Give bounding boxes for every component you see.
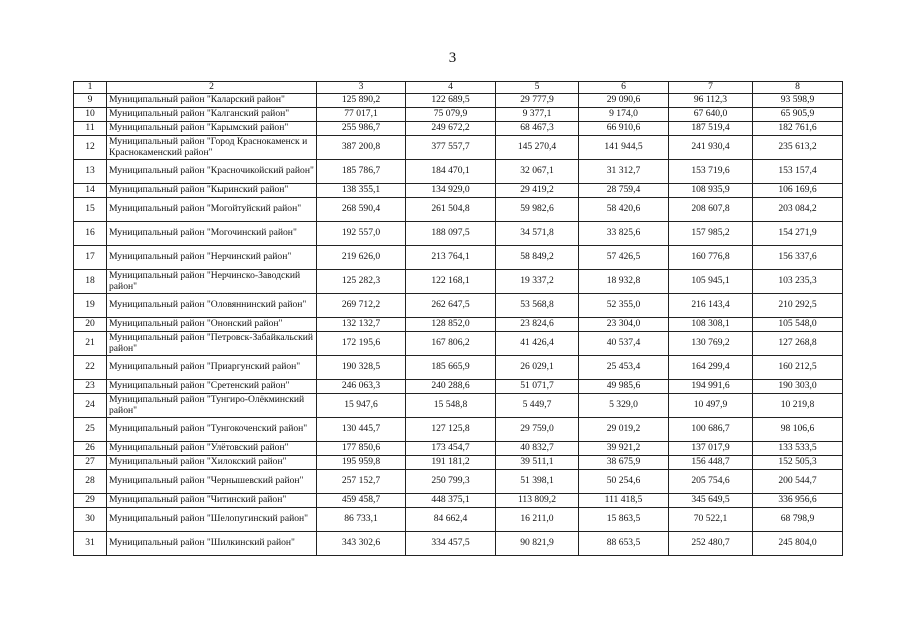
value-cell: 5 329,0 [579,394,669,418]
value-cell: 194 991,6 [669,380,753,394]
table-row [74,108,843,122]
value-cell: 66 910,6 [579,122,669,136]
table-body [74,94,843,556]
column-header: 8 [753,82,843,94]
municipality-name: Муниципальный район "Сретенский район" [107,380,317,394]
value-cell: 5 449,7 [496,394,579,418]
table-row [74,532,843,556]
value-cell: 154 271,9 [753,222,843,246]
value-cell: 67 640,0 [669,108,753,122]
value-cell: 40 537,4 [579,332,669,356]
value-cell: 153 157,4 [753,160,843,184]
value-cell: 33 825,6 [579,222,669,246]
value-cell: 19 337,2 [496,270,579,294]
row-number: 31 [74,532,107,556]
column-header: 2 [107,82,317,94]
value-cell: 10 219,8 [753,394,843,418]
value-cell: 28 759,4 [579,184,669,198]
value-cell: 133 533,5 [753,442,843,456]
row-number: 16 [74,222,107,246]
table-row [74,494,843,508]
value-cell: 246 063,3 [317,380,406,394]
column-header: 7 [669,82,753,94]
value-cell: 70 522,1 [669,508,753,532]
value-cell: 88 653,5 [579,532,669,556]
value-cell: 448 375,1 [406,494,496,508]
value-cell: 160 212,5 [753,356,843,380]
municipality-name: Муниципальный район "Кыринский район" [107,184,317,198]
value-cell: 93 598,9 [753,94,843,108]
value-cell: 177 850,6 [317,442,406,456]
value-cell: 134 929,0 [406,184,496,198]
value-cell: 26 029,1 [496,356,579,380]
value-cell: 15 863,5 [579,508,669,532]
value-cell: 127 268,8 [753,332,843,356]
municipality-name: Муниципальный район "Чернышевский район" [107,470,317,494]
value-cell: 9 174,0 [579,108,669,122]
table-row [74,270,843,294]
value-cell: 90 821,9 [496,532,579,556]
value-cell: 103 235,3 [753,270,843,294]
value-cell: 50 254,6 [579,470,669,494]
page-number: 3 [448,50,457,66]
value-cell: 235 613,2 [753,136,843,160]
row-number: 17 [74,246,107,270]
table-row [74,442,843,456]
value-cell: 377 557,7 [406,136,496,160]
table-row [74,318,843,332]
table-row [74,356,843,380]
value-cell: 49 985,6 [579,380,669,394]
value-cell: 65 905,9 [753,108,843,122]
table-row [74,470,843,494]
value-cell: 51 398,1 [496,470,579,494]
value-cell: 18 932,8 [579,270,669,294]
value-cell: 125 282,3 [317,270,406,294]
table-row [74,394,843,418]
table-row [74,136,843,160]
value-cell: 23 824,6 [496,318,579,332]
value-cell: 208 607,8 [669,198,753,222]
row-number: 27 [74,456,107,470]
value-cell: 145 270,4 [496,136,579,160]
table-row [74,508,843,532]
value-cell: 191 181,2 [406,456,496,470]
value-cell: 459 458,7 [317,494,406,508]
value-cell: 84 662,4 [406,508,496,532]
table-row [74,294,843,318]
value-cell: 190 328,5 [317,356,406,380]
value-cell: 40 832,7 [496,442,579,456]
value-cell: 29 019,2 [579,418,669,442]
value-cell: 261 504,8 [406,198,496,222]
row-number: 18 [74,270,107,294]
value-cell: 192 557,0 [317,222,406,246]
table-row [74,332,843,356]
value-cell: 75 079,9 [406,108,496,122]
budget-table [73,81,843,556]
value-cell: 57 426,5 [579,246,669,270]
row-number: 21 [74,332,107,356]
table-row [74,380,843,394]
table-row [74,246,843,270]
value-cell: 240 288,6 [406,380,496,394]
value-cell: 39 511,1 [496,456,579,470]
value-cell: 187 519,4 [669,122,753,136]
column-header: 6 [579,82,669,94]
value-cell: 132 132,7 [317,318,406,332]
value-cell: 58 420,6 [579,198,669,222]
municipality-name: Муниципальный район "Ононский район" [107,318,317,332]
value-cell: 268 590,4 [317,198,406,222]
value-cell: 255 986,7 [317,122,406,136]
value-cell: 141 944,5 [579,136,669,160]
value-cell: 336 956,6 [753,494,843,508]
row-number: 15 [74,198,107,222]
value-cell: 213 764,1 [406,246,496,270]
value-cell: 153 719,6 [669,160,753,184]
value-cell: 262 647,5 [406,294,496,318]
value-cell: 138 355,1 [317,184,406,198]
value-cell: 39 921,2 [579,442,669,456]
value-cell: 77 017,1 [317,108,406,122]
value-cell: 29 419,2 [496,184,579,198]
value-cell: 41 426,4 [496,332,579,356]
column-header: 4 [406,82,496,94]
value-cell: 164 299,4 [669,356,753,380]
value-cell: 205 754,6 [669,470,753,494]
row-number: 29 [74,494,107,508]
table-row [74,160,843,184]
value-cell: 32 067,1 [496,160,579,184]
table-row [74,456,843,470]
value-cell: 167 806,2 [406,332,496,356]
value-cell: 185 786,7 [317,160,406,184]
value-cell: 334 457,5 [406,532,496,556]
value-cell: 269 712,2 [317,294,406,318]
value-cell: 252 480,7 [669,532,753,556]
value-cell: 9 377,1 [496,108,579,122]
row-number: 14 [74,184,107,198]
value-cell: 98 106,6 [753,418,843,442]
value-cell: 59 982,6 [496,198,579,222]
column-header: 5 [496,82,579,94]
row-number: 20 [74,318,107,332]
value-cell: 31 312,7 [579,160,669,184]
value-cell: 182 761,6 [753,122,843,136]
value-cell: 10 497,9 [669,394,753,418]
value-cell: 58 849,2 [496,246,579,270]
table-row [74,222,843,246]
municipality-name: Муниципальный район "Нерчинско-Заводский район" [107,270,317,294]
value-cell: 16 211,0 [496,508,579,532]
value-cell: 245 804,0 [753,532,843,556]
municipality-name: Муниципальный район "Тунгиро-Олёкминский район" [107,394,317,418]
value-cell: 210 292,5 [753,294,843,318]
value-cell: 203 084,2 [753,198,843,222]
value-cell: 185 665,9 [406,356,496,380]
value-cell: 15 947,6 [317,394,406,418]
value-cell: 113 809,2 [496,494,579,508]
value-cell: 157 985,2 [669,222,753,246]
value-cell: 122 168,1 [406,270,496,294]
row-number: 12 [74,136,107,160]
row-number: 24 [74,394,107,418]
value-cell: 184 470,1 [406,160,496,184]
value-cell: 128 852,0 [406,318,496,332]
municipality-name: Муниципальный район "Калганский район" [107,108,317,122]
table-row [74,198,843,222]
municipality-name: Муниципальный район "Могочинский район" [107,222,317,246]
row-number: 23 [74,380,107,394]
municipality-name: Муниципальный район "Шилкинский район" [107,532,317,556]
column-header: 3 [317,82,406,94]
value-cell: 173 454,7 [406,442,496,456]
municipality-name: Муниципальный район "Каларский район" [107,94,317,108]
value-cell: 343 302,6 [317,532,406,556]
value-cell: 68 467,3 [496,122,579,136]
table-row [74,122,843,136]
municipality-name: Муниципальный район "Петровск-Забайкальский район" [107,332,317,356]
value-cell: 38 675,9 [579,456,669,470]
value-cell: 188 097,5 [406,222,496,246]
table-row [74,184,843,198]
row-number: 25 [74,418,107,442]
value-cell: 219 626,0 [317,246,406,270]
row-number: 26 [74,442,107,456]
value-cell: 29 090,6 [579,94,669,108]
value-cell: 190 303,0 [753,380,843,394]
row-number: 11 [74,122,107,136]
table-row [74,94,843,108]
value-cell: 152 505,3 [753,456,843,470]
row-number: 19 [74,294,107,318]
value-cell: 200 544,7 [753,470,843,494]
municipality-name: Муниципальный район "Тунгокоченский район" [107,418,317,442]
column-header: 1 [74,82,107,94]
municipality-name: Муниципальный район "Город Краснокаменск и Краснокаменский район" [107,136,317,160]
municipality-name: Муниципальный район "Нерчинский район" [107,246,317,270]
value-cell: 125 890,2 [317,94,406,108]
value-cell: 29 759,0 [496,418,579,442]
value-cell: 130 769,2 [669,332,753,356]
row-number: 30 [74,508,107,532]
value-cell: 25 453,4 [579,356,669,380]
municipality-name: Муниципальный район "Шелопугинский район" [107,508,317,532]
value-cell: 105 945,1 [669,270,753,294]
value-cell: 250 799,3 [406,470,496,494]
value-cell: 216 143,4 [669,294,753,318]
municipality-name: Муниципальный район "Красночикойский район" [107,160,317,184]
value-cell: 106 169,6 [753,184,843,198]
value-cell: 156 448,7 [669,456,753,470]
value-cell: 15 548,8 [406,394,496,418]
municipality-name: Муниципальный район "Оловяннинский район" [107,294,317,318]
value-cell: 257 152,7 [317,470,406,494]
value-cell: 195 959,8 [317,456,406,470]
value-cell: 86 733,1 [317,508,406,532]
value-cell: 23 304,0 [579,318,669,332]
value-cell: 249 672,2 [406,122,496,136]
municipality-name: Муниципальный район "Приаргунский район" [107,356,317,380]
value-cell: 108 935,9 [669,184,753,198]
row-number: 13 [74,160,107,184]
row-number: 22 [74,356,107,380]
value-cell: 241 930,4 [669,136,753,160]
municipality-name: Муниципальный район "Хилокский район" [107,456,317,470]
value-cell: 53 568,8 [496,294,579,318]
value-cell: 68 798,9 [753,508,843,532]
value-cell: 29 777,9 [496,94,579,108]
municipality-name: Муниципальный район "Карымский район" [107,122,317,136]
value-cell: 111 418,5 [579,494,669,508]
value-cell: 122 689,5 [406,94,496,108]
value-cell: 108 308,1 [669,318,753,332]
value-cell: 387 200,8 [317,136,406,160]
municipality-name: Муниципальный район "Могойтуйский район" [107,198,317,222]
value-cell: 137 017,9 [669,442,753,456]
value-cell: 105 548,0 [753,318,843,332]
value-cell: 160 776,8 [669,246,753,270]
row-number: 10 [74,108,107,122]
value-cell: 130 445,7 [317,418,406,442]
table-row [74,418,843,442]
value-cell: 51 071,7 [496,380,579,394]
value-cell: 156 337,6 [753,246,843,270]
row-number: 9 [74,94,107,108]
header-row [74,82,843,94]
municipality-name: Муниципальный район "Улётовский район" [107,442,317,456]
value-cell: 96 112,3 [669,94,753,108]
value-cell: 52 355,0 [579,294,669,318]
value-cell: 127 125,8 [406,418,496,442]
municipality-name: Муниципальный район "Читинский район" [107,494,317,508]
row-number: 28 [74,470,107,494]
value-cell: 100 686,7 [669,418,753,442]
value-cell: 345 649,5 [669,494,753,508]
value-cell: 34 571,8 [496,222,579,246]
value-cell: 172 195,6 [317,332,406,356]
